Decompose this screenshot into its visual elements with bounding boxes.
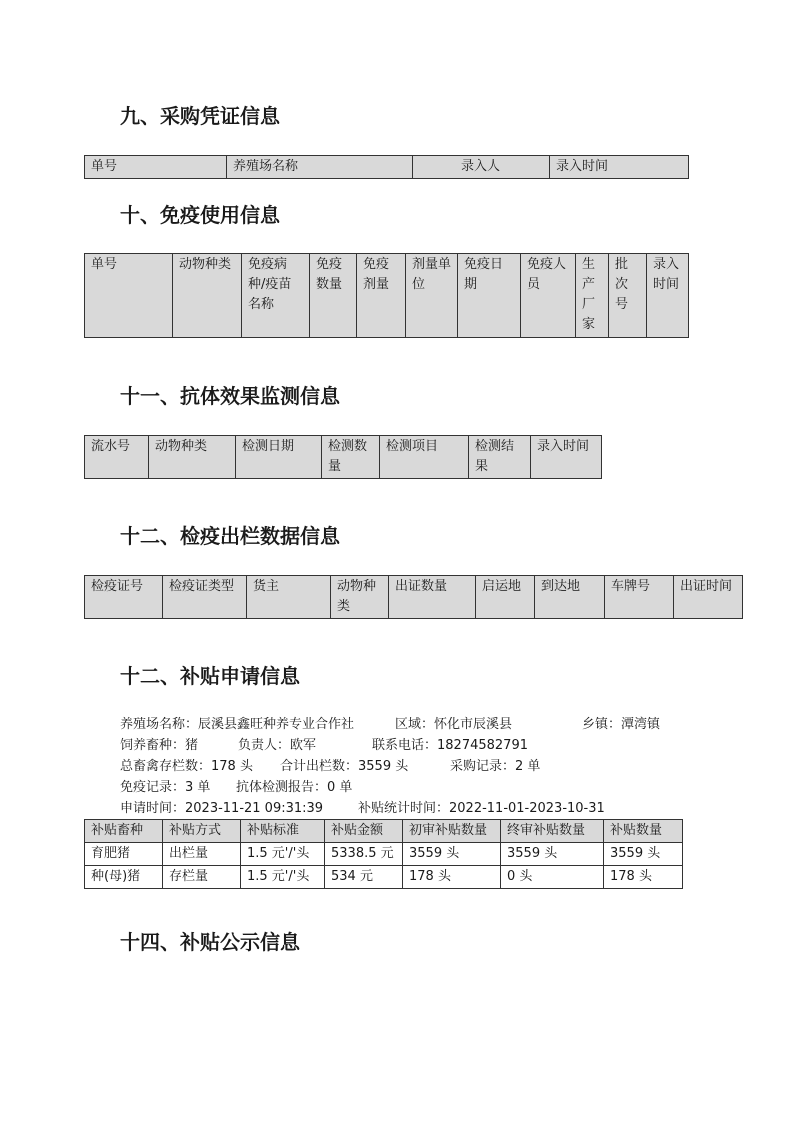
immunization-table — [84, 253, 689, 338]
column-header: 出证时间 — [674, 576, 743, 619]
column-header: 免疫病种/疫苗名称 — [242, 254, 310, 338]
table-cell: 出栏量 — [163, 843, 241, 866]
quarantine-table — [84, 575, 743, 619]
column-header: 养殖场名称 — [227, 156, 413, 179]
table-cell: 0 头 — [501, 866, 604, 889]
column-header: 检疫证类型 — [163, 576, 247, 619]
column-header: 单号 — [85, 254, 173, 338]
column-header: 终审补贴数量 — [501, 820, 604, 843]
column-header: 检测日期 — [236, 436, 322, 479]
table-cell: 1.5 元'/'头 — [241, 866, 325, 889]
table-cell: 534 元 — [325, 866, 403, 889]
column-header: 出证数量 — [389, 576, 476, 619]
column-header: 补贴数量 — [604, 820, 683, 843]
info-line-stock — [120, 758, 720, 776]
column-header: 车牌号 — [605, 576, 674, 619]
apply-time: 申请时间：2023-11-21 09:31:39 — [120, 801, 324, 816]
table-cell: 种(母)猪 — [85, 866, 163, 889]
table-header-row — [85, 436, 602, 479]
section-title-subsidy-application: 十二、补贴申请信息 — [120, 664, 300, 688]
column-header: 免疫人员 — [521, 254, 576, 338]
column-header: 启运地 — [476, 576, 535, 619]
column-header: 动物种类 — [331, 576, 389, 619]
subsidy-table — [84, 819, 683, 889]
column-header: 检测项目 — [380, 436, 469, 479]
section-title-subsidy-publicity: 十四、补贴公示信息 — [120, 930, 300, 954]
column-header: 单号 — [85, 156, 227, 179]
column-header: 生产厂家 — [576, 254, 609, 338]
farm-name: 养殖场名称：辰溪县鑫旺种养专业合作社 — [120, 717, 355, 732]
column-header: 动物种类 — [149, 436, 236, 479]
table-cell: 5338.5 元 — [325, 843, 403, 866]
column-header: 补贴方式 — [163, 820, 241, 843]
table-cell: 178 头 — [604, 866, 683, 889]
column-header: 免疫剂量 — [357, 254, 406, 338]
table-cell: 存栏量 — [163, 866, 241, 889]
table-cell: 3559 头 — [604, 843, 683, 866]
section-title-antibody: 十一、抗体效果监测信息 — [120, 384, 340, 408]
info-line-species — [120, 737, 720, 755]
column-header: 动物种类 — [173, 254, 242, 338]
column-header: 补贴标准 — [241, 820, 325, 843]
table-header-row — [85, 156, 689, 179]
town: 乡镇：潭湾镇 — [582, 717, 661, 732]
stock-total: 总畜禽存栏数：178 头 — [120, 759, 253, 774]
column-header: 到达地 — [535, 576, 605, 619]
table-header-row — [85, 820, 683, 843]
column-header: 免疫日期 — [458, 254, 521, 338]
species: 饲养畜种：猪 — [120, 738, 199, 753]
table-cell: 1.5 元'/'头 — [241, 843, 325, 866]
column-header: 剂量单位 — [406, 254, 458, 338]
column-header: 录入时间 — [531, 436, 602, 479]
column-header: 补贴金额 — [325, 820, 403, 843]
table-row — [85, 866, 683, 889]
column-header: 检测数量 — [322, 436, 380, 479]
info-line-farm — [120, 716, 720, 734]
table-cell: 3559 头 — [403, 843, 501, 866]
table-cell: 3559 头 — [501, 843, 604, 866]
column-header: 初审补贴数量 — [403, 820, 501, 843]
table-row — [85, 843, 683, 866]
section-title-purchase: 九、采购凭证信息 — [120, 104, 280, 128]
table-cell: 178 头 — [403, 866, 501, 889]
table-header-row — [85, 576, 743, 619]
antibody-reports: 抗体检测报告：0 单 — [236, 780, 353, 795]
purchase-table — [84, 155, 689, 179]
purchase-records: 采购记录：2 单 — [450, 759, 541, 774]
column-header: 流水号 — [85, 436, 149, 479]
info-line-times — [120, 800, 720, 818]
column-header: 免疫数量 — [310, 254, 357, 338]
column-header: 检疫证号 — [85, 576, 163, 619]
column-header: 录入时间 — [550, 156, 689, 179]
table-cell: 育肥猪 — [85, 843, 163, 866]
table-header-row — [85, 254, 689, 338]
manager: 负责人：欧军 — [238, 738, 317, 753]
column-header: 批次号 — [609, 254, 647, 338]
phone: 联系电话：18274582791 — [372, 738, 528, 753]
column-header: 货主 — [247, 576, 331, 619]
region: 区域：怀化市辰溪县 — [395, 717, 513, 732]
info-line-records — [120, 779, 720, 797]
outstock-total: 合计出栏数：3559 头 — [280, 759, 409, 774]
column-header: 检测结果 — [469, 436, 531, 479]
antibody-table — [84, 435, 602, 479]
column-header: 补贴畜种 — [85, 820, 163, 843]
section-title-immunization: 十、免疫使用信息 — [120, 203, 280, 227]
column-header: 录入人 — [413, 156, 550, 179]
stat-time: 补贴统计时间：2022-11-01-2023-10-31 — [358, 801, 605, 816]
column-header: 录入时间 — [647, 254, 689, 338]
section-title-quarantine: 十二、检疫出栏数据信息 — [120, 524, 340, 548]
immune-records: 免疫记录：3 单 — [120, 780, 211, 795]
